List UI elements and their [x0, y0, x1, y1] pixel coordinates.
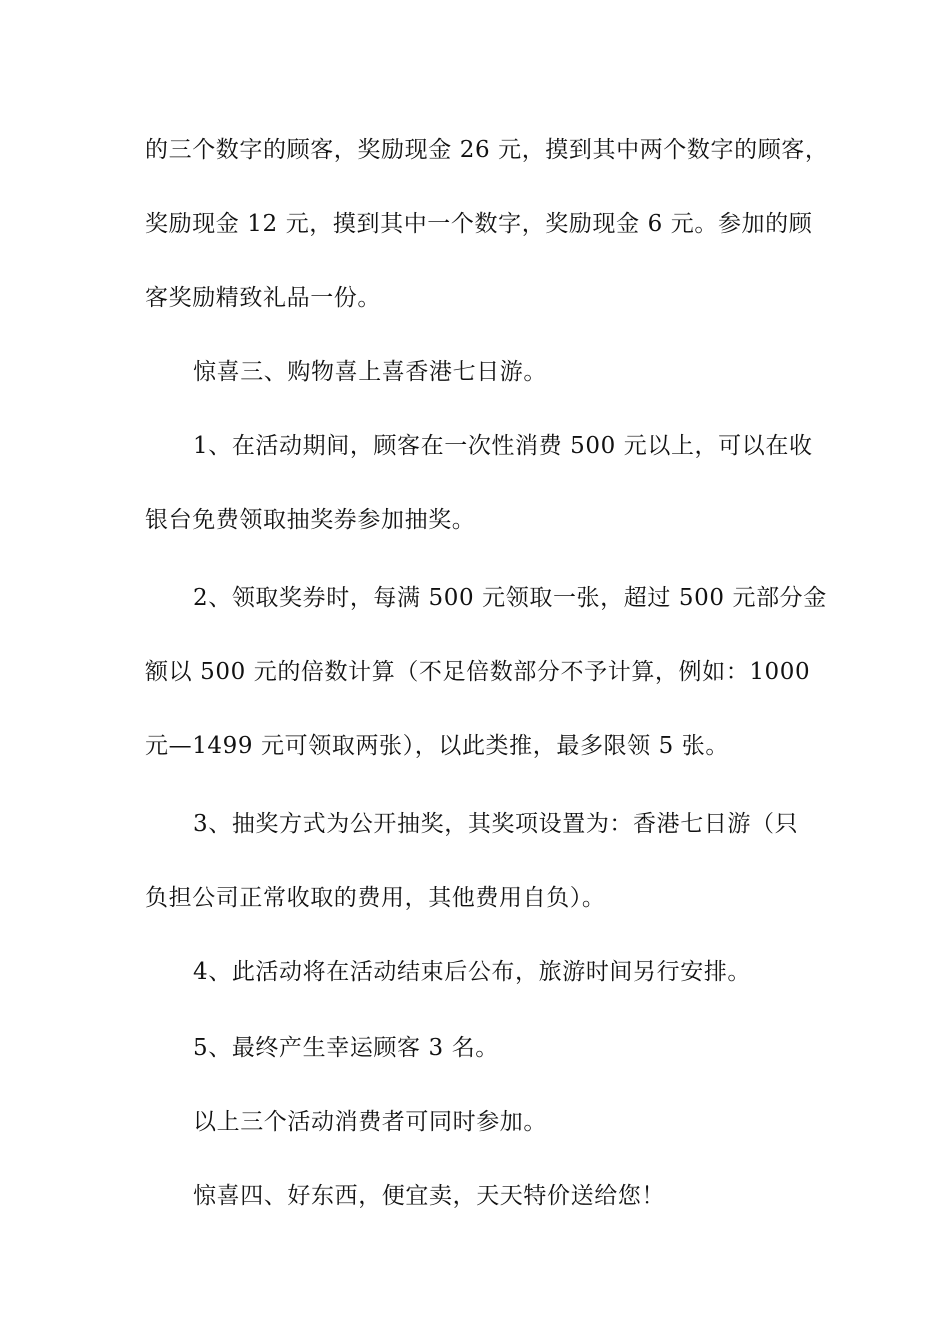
- paragraph-line: 的三个数字的顾客，奖励现金 26 元，摸到其中两个数字的顾客，: [145, 137, 829, 163]
- paragraph-line: 以上三个活动消费者可同时参加。: [193, 1109, 547, 1135]
- section-heading: 惊喜四、好东西，便宜卖，天天特价送给您！: [193, 1183, 665, 1209]
- paragraph-line: 银台免费领取抽奖券参加抽奖。: [145, 507, 476, 533]
- paragraph-line: 额以 500 元的倍数计算（不足倍数部分不予计算，例如：1000: [145, 659, 811, 685]
- paragraph-line: 4、此活动将在活动结束后公布，旅游时间另行安排。: [193, 959, 752, 985]
- paragraph-line: 负担公司正常收取的费用，其他费用自负）。: [145, 885, 606, 911]
- paragraph-line: 客奖励精致礼品一份。: [145, 285, 381, 311]
- paragraph-line: 奖励现金 12 元，摸到其中一个数字，奖励现金 6 元。参加的顾: [145, 211, 813, 237]
- paragraph-line: 5、最终产生幸运顾客 3 名。: [193, 1035, 499, 1061]
- paragraph-line: 3、抽奖方式为公开抽奖，其奖项设置为：香港七日游（只: [193, 811, 799, 837]
- paragraph-line: 元—1499 元可领取两张），以此类推，最多限领 5 张。: [145, 733, 729, 759]
- paragraph-line: 1、在活动期间，顾客在一次性消费 500 元以上，可以在收: [193, 433, 813, 459]
- paragraph-line: 2、领取奖券时，每满 500 元领取一张，超过 500 元部分金: [193, 585, 827, 611]
- section-heading: 惊喜三、购物喜上喜香港七日游。: [193, 359, 547, 385]
